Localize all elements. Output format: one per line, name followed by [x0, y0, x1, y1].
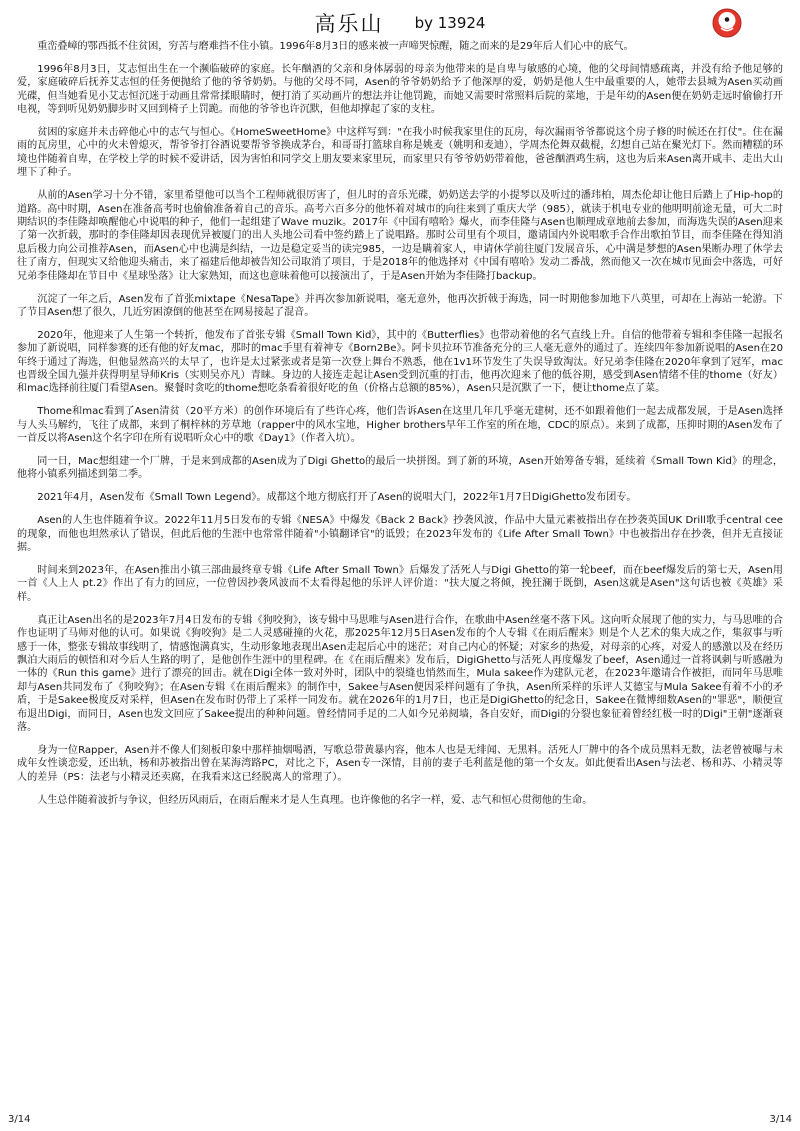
- document-body: [17, 40, 783, 1095]
- body-paragraph: 贫困的家庭并未击碎他心中的志气与恒心。《HomeSweetHome》中这样写到："在我小时候我家里住的瓦房，每次漏雨爷爷都说这个房子修的时候还在打仗"。住在漏雨的瓦房里，心中的火未曾熄灭，帮爷爷打谷酒说要帮爷爷换成茅台，和哥哥打篮球自称是姚麦（姚明和麦迪），学周杰伦舞双截棍，幻想自己站在聚光灯下。然而糟糕的环境也伴随着自卑，在学校上学的时候不爱讲话，因为害怕和同学交上朋友要来家里玩，而家里只有爷爷奶奶带着他，爸爸酗酒鸡生病，这也为后来Asen离开咸丰、走出大山埋下了种子。: [17, 127, 783, 179]
- body-paragraph: 人生总伴随着波折与争议，但经历风雨后，在雨后醒来才是人生真理。也许像他的名字一样，爱、志气和恒心贯彻他的生命。: [37, 794, 593, 806]
- page-number-right: 3/14: [769, 1114, 792, 1125]
- body-paragraph: 1996年8月3日，艾志恒出生在一个濒临破碎的家庭。长年酗酒的父亲和身体孱弱的母亲为他带来的是自卑与敏感的心境，他的父母间情感疏离，并没有给予他足够的爱，家庭破碎后抚养艾志恒的任务便抛给了他的爷爷奶奶。与他的父母不同，Asen的爷爷奶奶给予了他深厚的爱，奶奶是他人生中最重要的人，她带去县城为Asen买动画光碟，但当她看见小艾志恒沉迷于动画且常常揉眼睛时，便打消了买动画片的想法并让他罚跪，而她又需要时常照料后院的菜地，于是年幼的Asen便在奶奶走远时偷偷打开电视，等到听见奶奶脚步时又回到椅子上罚跪。而他的爷爷也许沉默，但他却撑起了家的支柱。: [17, 63, 783, 116]
- body-paragraph: 身为一位Rapper，Asen并不像人们刻板印象中那样抽烟喝酒，写歌总带黄暴内容，他本人也是无绯闻、无黑料。活死人厂牌中的各个成员黑料无数，法老曾被曝与未成年女性谈恋爱，还出轨，杨和苏被指出曾在某海湾路PC，对比之下，Asen专一深情，目前的妻子毛利蓝是他的第一个女友。如此便看出Asen与法老、杨和苏、小精灵等人的差异（PS：法老与小精灵还卖腐，在我看来这已经脱离人的常理了）。: [17, 744, 783, 783]
- body-paragraph: Asen的人生也伴随着争议。2022年11月5日发布的专辑《NESA》中爆发《Back 2 Back》抄袭风波，作品中大量元素被指出存在抄袭英国UK Drill歌手central cee的现象，而他也坦然承认了错误，但此后他的生涯中也常常伴随着"小镇翻译官"的诋毁；在2023年发布的《Life After Small Town》中也被指出存在抄袭，但并无直接证据。: [17, 515, 783, 554]
- body-paragraph: 2021年4月，Asen发布《Small Town Legend》。成都这个地方彻底打开了Asen的说唱大门，2022年1月7日DigiGhetto发布团专。: [37, 492, 637, 504]
- page-number-left: 3/14: [8, 1114, 31, 1125]
- body-paragraph: 时间来到2023年，在Asen推出小镇三部曲最终章专辑《Life After Small Town》后爆发了活死人与Digi Ghetto的第一轮beef，而在beef爆发后的第七天，Asen用一首《人上人 pt.2》作出了有力的回应，一位曾因抄袭风波而不太看得起他的乐评人评价道："扶大厦之将倾，挽狂澜于既倒，Asen这就是Asen"这句话也被《英雄》采样。: [17, 565, 783, 603]
- circular-logo-icon: [712, 8, 742, 38]
- document-author: by 13924: [414, 14, 486, 32]
- body-paragraph: 从前的Asen学习十分不错，家里希望他可以当个工程师就很厉害了，但儿时的音乐光碟，奶奶送去学的小提琴以及听过的潘玮柏，周杰伦却让他日后踏上了Hip-hop的道路。高中时期，Asen在准备高考时也偷偷准备着自己的音乐。高考六百多分的他怀着对城市的向往来到了重庆大学（985），就读于机电专业的他明明前途无量，可大二时期结识的李佳隆却唤醒他心中说唱的种子，他们一起组建了Wave muzik。2017年《中国有嘻哈》爆火，而李佳隆与Asen也顺理成章地前去参加，而海选失误的Asen迎来了第一次折载，那时的李佳隆却因表现优异被厦门的出人头地公司看中签约踏上了说唱路。那时公司里有个项目，邀请国内外说唱歌手合作出歌拍节目，而李佳隆在得知消息后极力向公司推荐Asen，而Asen心中也满是纠结，一边是稳定妥当的读完985，一边是瞒着家人，申请休学前往厦门发展音乐，心中满是梦想的Asen果断办理了休学去往了南方，但现实又给他迎头痛击，来了福建后他却被告知公司取消了项目，于是2018年的他选择对《中国有嘻哈》发动二番战，然而他又一次在城市见面会中落选，可好兄弟李佳隆却在节目中《星球坠落》让大家熟知，而这也意味着他可以接演出了，于是Asen开始为李佳隆打backup。: [17, 190, 783, 282]
- body-paragraph: Thome和mac看到了Asen清贫（20平方米）的创作环境后有了些许心疼，他们告诉Asen在这里几年几乎毫无建树，还不如跟着他们一起去成都发展，于是Asen选择与人头马解约，飞往了成都，来到了桐梓林的芳草地（rapper中的风水宝地，Higher brothers早年工作室的所在地，CDC的原点）。来到了成都，压抑时期的Asen发布了一首反以将Asen这个名字印在所有说唱听众心中的歌《Day1》（作者入坑）。: [17, 406, 783, 445]
- body-paragraph: 沉淀了一年之后，Asen发布了首张mixtape《NesaTape》并再次参加新说唱，毫无意外，他再次折戟于海选，同一时期他参加地下八英里，可却在上海站一轮游。下了节目Asen想了很久，几近穷困潦倒的他甚至在网易接起了混音。: [17, 293, 783, 318]
- body-paragraph: 重峦叠嶂的鄂西抵不住贫困，穷苦与磨难挡不住小镇。1996年8月3日的感来被一声啼哭惊醒，随之而来的是29年后人们心中的底气。: [37, 41, 634, 52]
- header: [0, 8, 800, 38]
- body-paragraph: 真正让Asen出名的是2023年7月4日发布的专辑《狗咬狗》，该专辑中马思唯与Asen进行合作，在歌曲中Asen丝毫不落下风。这向听众展现了他的实力，与马思唯的合作也证明了马师对他的认可。如果说《狗咬狗》是二人灵感碰撞的火花，那2025年12月5日Asen发布的个人专辑《在雨后醒来》则是个人艺术的集大成之作，集叙事与听感于一体，整张专辑故事线明了，情感饱满真实，生动形象地表现出Asen走起后心中的迷茫；对自己内心的怀疑；对家乡的热爱，对母亲的心疼，对爱人的感激以及在经历飘泊大雨后的顿悟和对今后人生路的明了，是他创作生涯中的里程碑。在《在雨后醒来》发布后，DigiGhetto与活死人再度爆发了beef，Asen通过一首将讽刺与听感融为一体的《Run this game》进行了漂亮的回击。就在Digi全体一致对外时，团队中的裂缝也悄然而生，Mula sakee作为建队元老，在2023年邀请合作被拒，而同年马思唯却与Asen共同发布了《狗咬狗》；在Asen专辑《在雨后醒来》的制作中，Sakee与Asen便因采样问题有了争执，Asen所采样的乐评人艾德宝与Mula Sakee有着不小的矛盾，于是Sakee极度反对采样，但Asen在发布时仍带上了采样一同发布。就在2026年的1月7日，也正是DigiGhetto的纪念日，Sakee在微博细数Asen的"罪恶"，顺便宣布退出Digi，而同日，Asen也发文回应了Sakee提出的种种问题。曾经情同手足的二人如今兄弟阋墙，各自安好，而Digi的分裂也象征着曾经红极一时的Digi"王朝"逐渐衰落。: [17, 614, 783, 733]
- document-title: 高乐山: [314, 12, 384, 36]
- body-paragraph: 2020年，他迎来了人生第一个转折，他发布了首张专辑《Small Town Kid》，其中的《Butterflies》也带动着他的名气直线上升。自信的他带着专辑和李佳隆一起报名参加了新说唱，同样参赛的还有他的好友mac，那时的mac手里有着神专《Born2Be》。阿卡贝拉环节准备充分的三人毫无意外的通过了。连续四年参加新说唱的Asen在20年终于通过了海选，但他显然高兴的太早了，也许是太过紧张或者是第一次登上舞台不熟悉，他在1v1环节发生了失误导致淘汰。好兄弟李佳隆在2020年拿到了冠军，mac也晋级全国九强并获得明星导师Kris（实则吴亦凡）青睐。身边的人接连走起让Asen受到沉重的打击，他再次迎来了他的低谷期，感受到Asen情绪不佳的thome（好友）和mac选择前往厦门看望Asen。聚餐时贪吃的thome想吃条看着很好吃的鱼（价格占总额的85%），Asen只是沉默了一下，便让thome点了菜。: [17, 329, 783, 395]
- body-paragraph: 同一日，Mac想组建一个厂牌，于是来到成都的Asen成为了Digi Ghetto的最后一块拼图。到了新的环境，Asen开始筹备专辑，延续着《Small Town Kid》的理念，他将小镇系列描述到第二季。: [17, 456, 783, 481]
